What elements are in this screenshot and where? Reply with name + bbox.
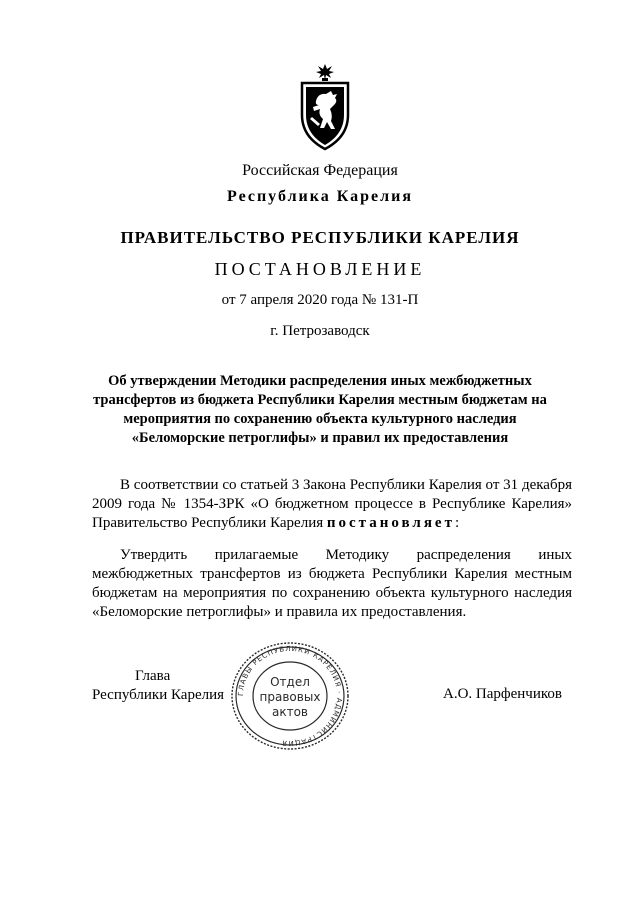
signatory-title xyxy=(92,667,232,705)
signatory-name: А.О. Парфенчиков xyxy=(443,686,562,702)
stamp-line-2: правовых xyxy=(259,690,321,704)
official-stamp xyxy=(229,640,351,752)
document-date-number: от 7 апреля 2020 года № 131-П xyxy=(221,292,419,308)
stamp-ring-text: ГЛАВЫ РЕСПУБЛИКИ КАРЕЛИЯ · АДМИНИСТРАЦИЯ xyxy=(236,644,344,748)
signatory-title-line-1: Глава xyxy=(135,668,171,684)
stamp-line-3: актов xyxy=(271,705,309,719)
paragraph-1-text: В соответствии со статьей 3 Закона Республики Карелия от 31 декабря 2009 года № 1354-ЗРК «О бюджетном процессе в Республике Карелия» Правительство Республики Карелия xyxy=(92,477,572,531)
body-paragraph-1 xyxy=(92,476,572,533)
country-name: Российская Федерация xyxy=(242,162,398,179)
signatory-title-line-2: Республики Карелия xyxy=(92,687,225,703)
karelia-coat-of-arms-icon xyxy=(298,63,352,151)
document-title: Об утверждении Методики распределения иных межбюджетных трансфертов из бюджета Республики Карелия местным бюджетам на мероприятия по сохранению объекта культурного наследия «Беломорские петроглифы» и правил их предоставления xyxy=(93,373,547,446)
body-paragraph-2: Утвердить прилагаемые Методику распределения иных межбюджетных трансфертов из бюджета Республики Карелия местным бюджетам на мероприятия по сохранению объекта культурного наследия «Беломорские петроглифы» и правила их предоставления. xyxy=(92,547,572,620)
stamp-line-1: Отдел xyxy=(270,675,310,689)
republic-name: Республика Карелия xyxy=(227,188,413,205)
government-name: ПРАВИТЕЛЬСТВО РЕСПУБЛИКИ КАРЕЛИЯ xyxy=(120,228,520,247)
document-city: г. Петрозаводск xyxy=(270,323,370,339)
paragraph-1-end: : xyxy=(454,515,460,531)
document-type: ПОСТАНОВЛЕНИЕ xyxy=(214,259,426,279)
resolution-keyword: постановляет xyxy=(326,515,455,531)
